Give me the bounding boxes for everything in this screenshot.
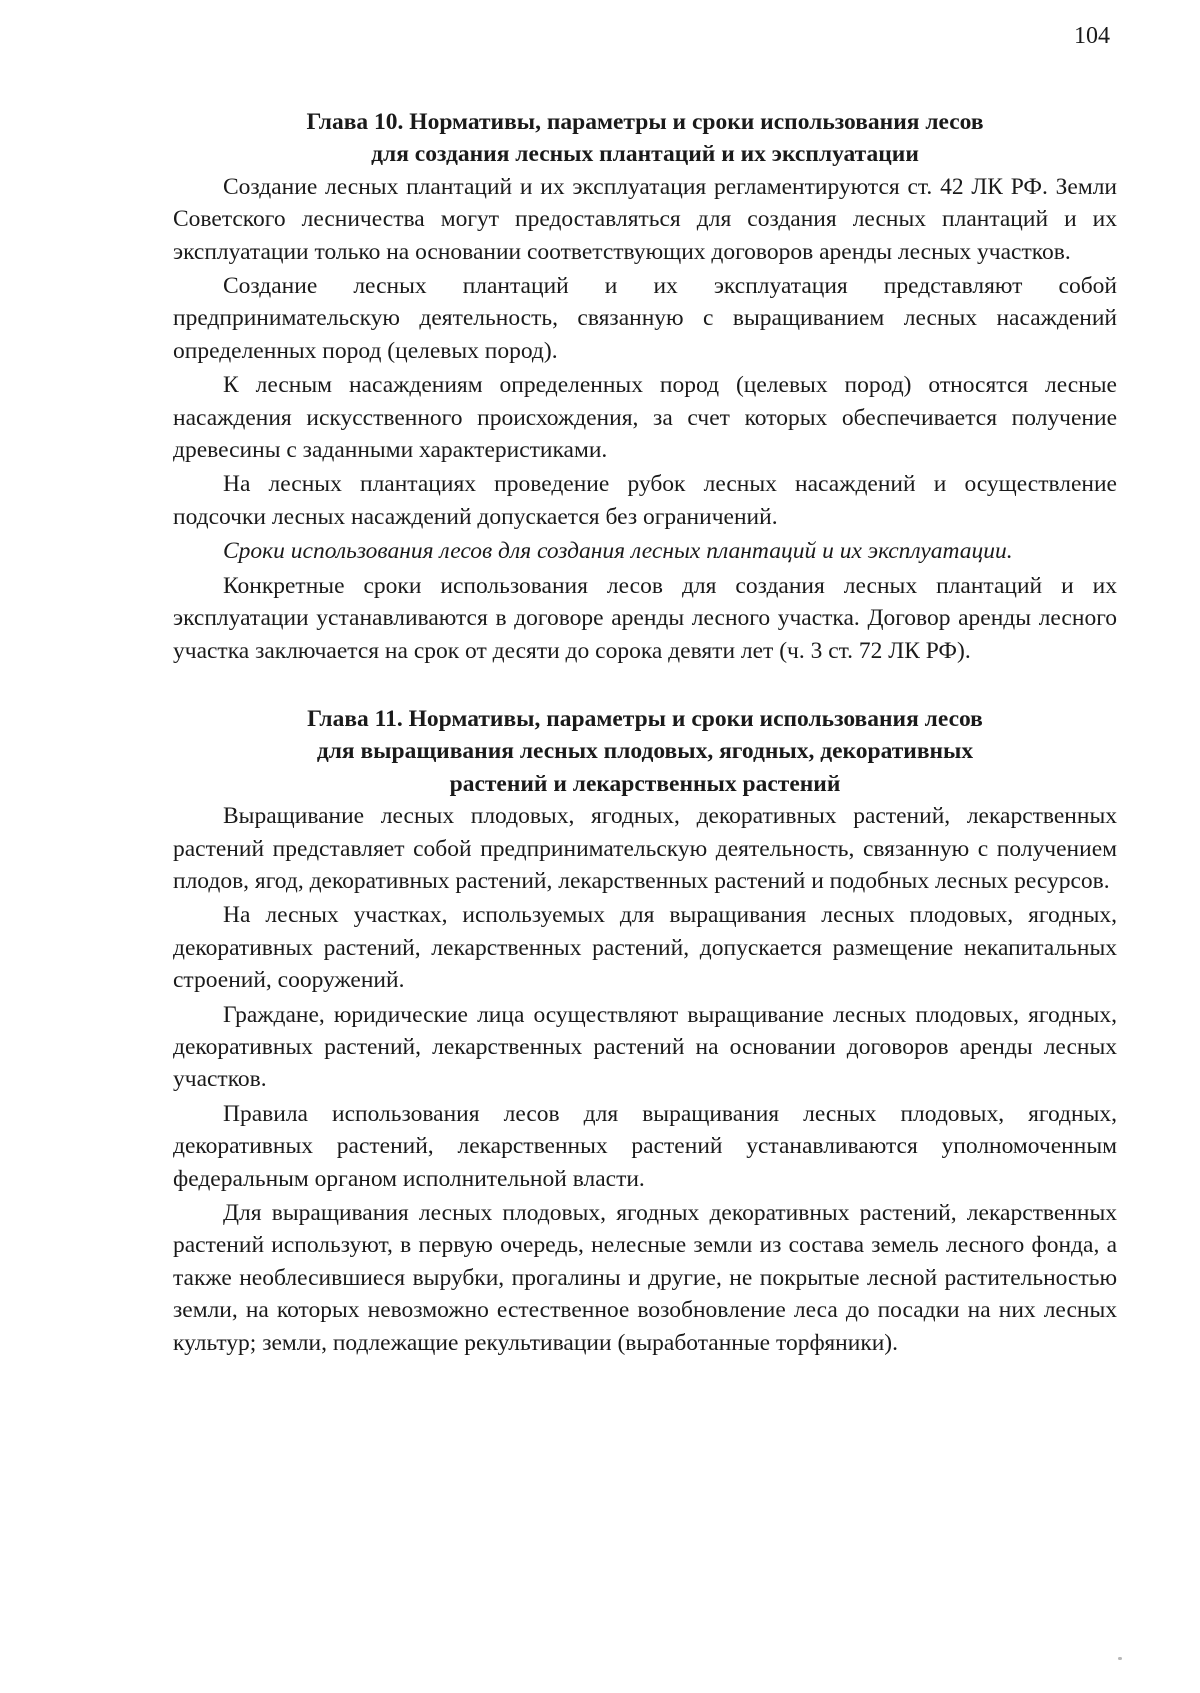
chapter-11-title (173, 703, 1117, 800)
chapter-10-paragraph: К лесным насаждениям определенных пород (целевых пород) относятся лесные насаждения искусственного происхождения, за счет которых обеспечивается получение древесины с заданными характеристиками. (173, 372, 1117, 464)
page-number: 104 (1074, 23, 1110, 49)
chapter-11-paragraph: Для выращивания лесных плодовых, ягодных декоративных растений, лекарственных растений используют, в первую очередь, нелесные земли из состава земель лесного фонда, а также необлесившиеся вырубки, прогалины и другие, не покрытые лесной растительностью земли, на которых невозможно естественное возобновление леса до посадки на них лесных культур; земли, подлежащие рекультивации (выработанные торфяники). (173, 1200, 1117, 1356)
chapter-11-paragraph: Граждане, юридические лица осуществляют выращивание лесных плодовых, ягодных, декоративных растений, лекарственных растений на основании договоров аренды лесных участков. (173, 1001, 1117, 1093)
scan-speck (1118, 1657, 1122, 1660)
chapter-10-paragraph: На лесных плантациях проведение рубок лесных насаждений и осуществление подсочки лесных насаждений допускается без ограничений. (173, 471, 1117, 530)
chapter-10-italic-heading: Сроки использования лесов для создания лесных плантаций и их эксплуатации. (223, 538, 1013, 565)
chapter-10-title (173, 106, 1117, 171)
chapter-11-paragraph: На лесных участках, используемых для выращивания лесных плодовых, ягодных, декоративных растений, лекарственных растений, допускается размещение некапитальных строений, сооружений. (173, 902, 1117, 994)
page-content (173, 106, 1117, 1359)
chapter-11-title-line: растений и лекарственных растений (449, 770, 841, 797)
chapter-11-paragraph: Выращивание лесных плодовых, ягодных, декоративных растений, лекарственных растений представляет собой предпринимательскую деятельность, связанную с получением плодов, ягод, декоративных растений, лекарственных растений и подобных лесных ресурсов. (173, 803, 1117, 894)
chapter-11-title-line: для выращивания лесных плодовых, ягодных, декоративных (316, 738, 974, 765)
chapter-11-paragraph: Правила использования лесов для выращивания лесных плодовых, ягодных, декоративных растений, лекарственных растений устанавливаются уполномоченным федеральным органом исполнительной власти. (173, 1100, 1117, 1192)
chapter-10-paragraph: Создание лесных плантаций и их эксплуатация представляют собой предпринимательскую деятельность, связанную с выращиванием лесных насаждений определенных пород (целевых пород). (173, 273, 1117, 364)
chapter-10-title-line: Глава 10. Нормативы, параметры и сроки использования лесов (306, 109, 984, 135)
chapter-11-title-line: Глава 11. Нормативы, параметры и сроки использования лесов (307, 705, 983, 732)
chapter-10-closing-paragraph: Конкретные сроки использования лесов для создания лесных плантаций и их эксплуатации устанавливаются в договоре аренды лесного участка. Договор аренды лесного участка заключается на срок от десяти до сорока девяти лет (ч. 3 ст. 72 ЛК РФ). (173, 572, 1117, 664)
chapter-10-title-line: для создания лесных плантаций и их эксплуатации (371, 141, 919, 168)
chapter-10-paragraph: Создание лесных плантаций и их эксплуатация регламентируются ст. 42 ЛК РФ. Земли Советского лесничества могут предоставляться для создания лесных плантаций и их эксплуатации только на основании соответствующих договоров аренды лесных участков. (173, 173, 1117, 265)
